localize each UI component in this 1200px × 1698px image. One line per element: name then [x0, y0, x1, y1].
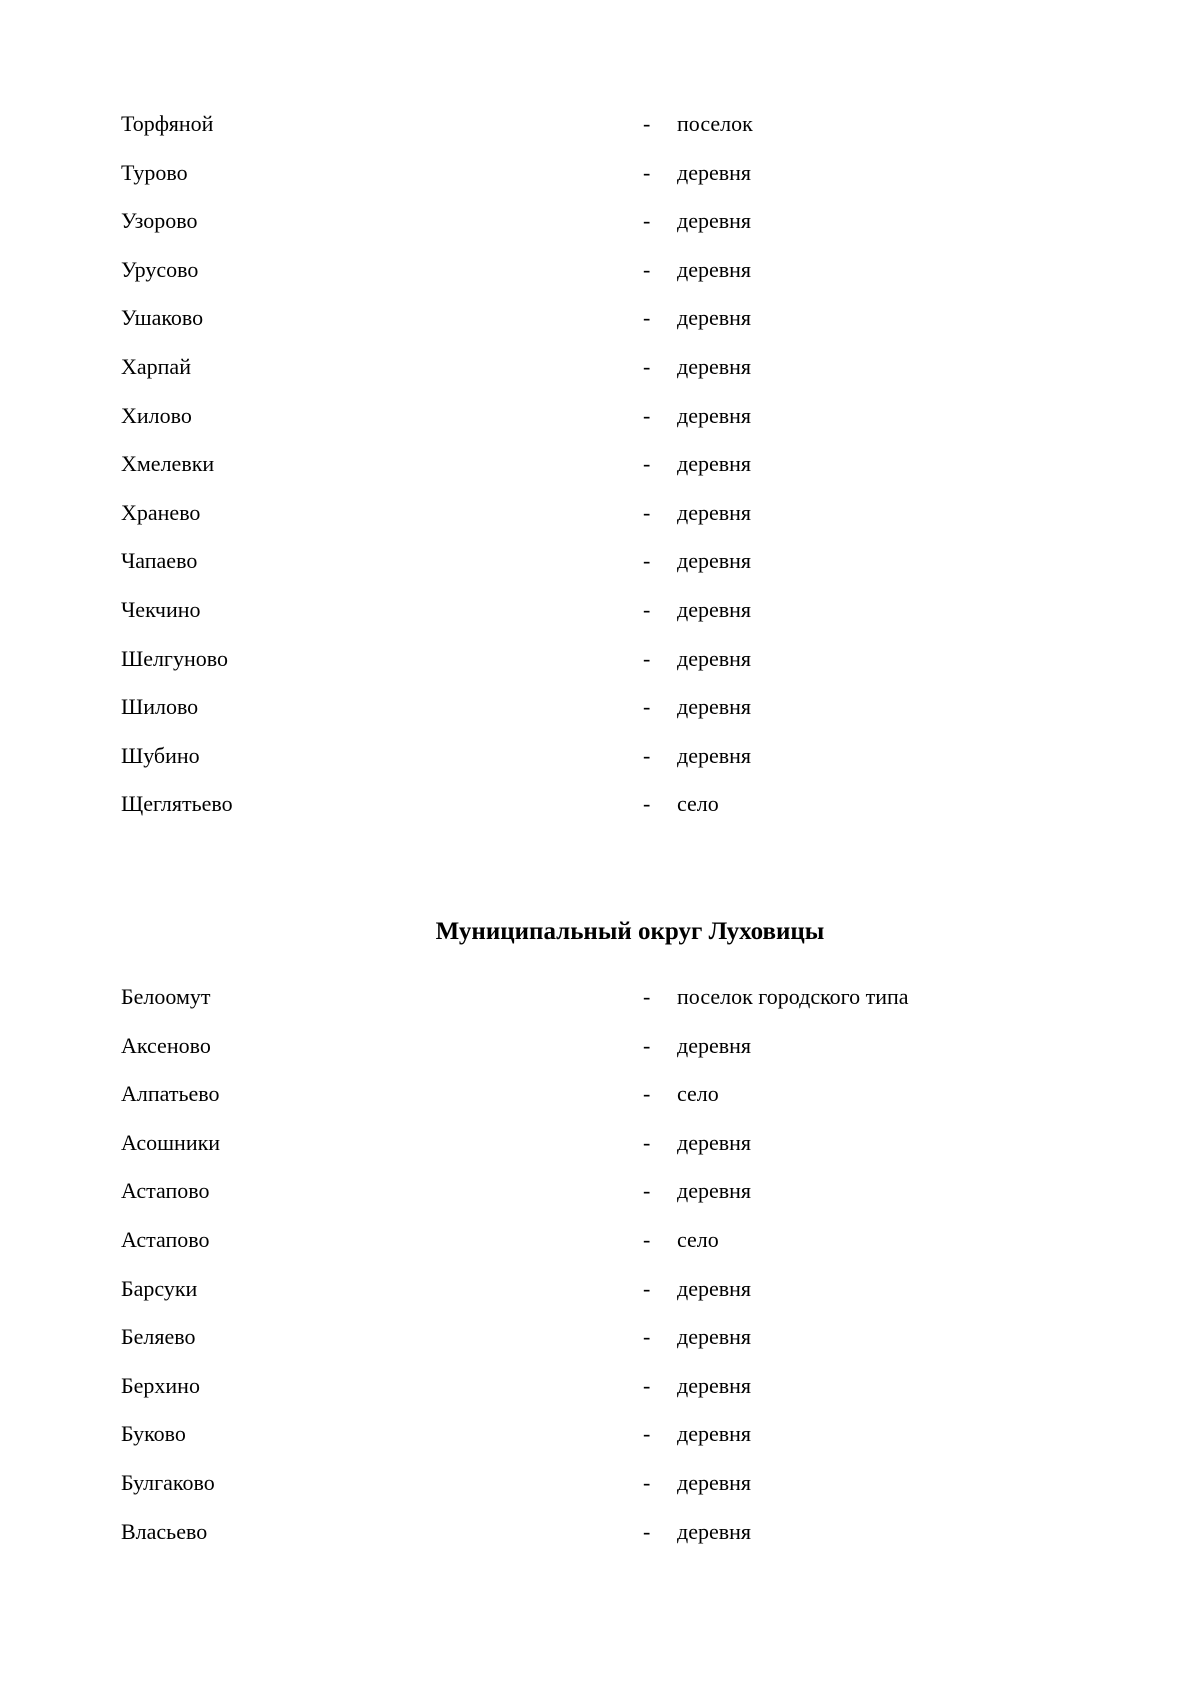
settlement-type: деревня	[677, 499, 752, 525]
settlement-name: Чекчино	[121, 596, 201, 622]
settlement-name: Торфяной	[121, 111, 214, 136]
settlement-type: деревня	[677, 402, 752, 428]
list-item	[121, 402, 1081, 451]
settlement-type: деревня	[677, 256, 752, 282]
settlement-name: Астапово	[121, 1178, 210, 1204]
settlement-name: Алпатьево	[121, 1081, 220, 1107]
settlement-type: деревня	[677, 1275, 752, 1301]
settlement-name: Берхино	[121, 1372, 200, 1398]
list-item	[121, 353, 1081, 402]
list-item	[121, 645, 1081, 694]
list-item	[121, 450, 1081, 499]
settlement-type: деревня	[677, 596, 752, 622]
separator-dash: -	[643, 984, 651, 1009]
separator-dash: -	[643, 1129, 651, 1155]
settlement-name: Барсуки	[121, 1275, 198, 1301]
separator-dash: -	[643, 1178, 651, 1204]
list-item	[121, 1226, 1081, 1275]
settlement-type: деревня	[677, 1421, 752, 1447]
settlement-type: деревня	[677, 1469, 752, 1495]
settlement-name: Астапово	[121, 1226, 210, 1252]
settlement-type: деревня	[677, 1324, 752, 1350]
separator-dash: -	[643, 1469, 651, 1495]
separator-dash: -	[643, 256, 651, 282]
settlement-type: деревня	[677, 1129, 752, 1155]
settlement-name: Белоомут	[121, 984, 211, 1009]
settlement-name: Щеглятьево	[121, 791, 233, 817]
settlement-type: деревня	[677, 208, 752, 234]
settlement-name: Шелгуново	[121, 645, 228, 671]
list-item	[121, 1372, 1081, 1421]
list-item	[121, 207, 1081, 256]
list-item	[121, 790, 1081, 839]
settlement-type: село	[677, 1226, 719, 1252]
list-item	[121, 693, 1081, 742]
settlement-name: Урусово	[121, 256, 199, 282]
settlement-name: Ушаково	[121, 305, 204, 331]
list-item	[121, 1129, 1081, 1178]
separator-dash: -	[643, 1081, 651, 1107]
separator-dash: -	[643, 791, 651, 817]
settlement-type: деревня	[677, 694, 752, 720]
settlement-type: деревня	[677, 1518, 752, 1544]
settlement-name: Шилово	[121, 694, 199, 720]
separator-dash: -	[643, 208, 651, 234]
separator-dash: -	[643, 1421, 651, 1447]
settlement-name: Турово	[121, 159, 188, 185]
separator-dash: -	[643, 499, 651, 525]
list-item	[121, 547, 1081, 596]
separator-dash: -	[643, 1324, 651, 1350]
settlement-type: деревня	[677, 742, 752, 768]
settlement-list-top	[121, 110, 1081, 839]
settlement-type: деревня	[677, 159, 752, 185]
settlement-name: Асошники	[121, 1129, 221, 1155]
separator-dash: -	[643, 402, 651, 428]
list-item	[121, 499, 1081, 548]
list-item	[121, 1275, 1081, 1324]
settlement-name: Хмелевки	[121, 451, 215, 477]
settlement-type: деревня	[677, 451, 752, 477]
separator-dash: -	[643, 159, 651, 185]
separator-dash: -	[643, 1275, 651, 1301]
settlement-type: деревня	[677, 1372, 752, 1398]
settlement-type: село	[677, 791, 719, 817]
settlement-name: Чапаево	[121, 548, 198, 574]
settlement-name: Харпай	[121, 353, 191, 379]
separator-dash: -	[643, 1372, 651, 1398]
settlement-name: Власьево	[121, 1518, 208, 1544]
settlement-type: деревня	[677, 548, 752, 574]
list-item	[121, 256, 1081, 305]
separator-dash: -	[643, 111, 651, 136]
settlement-name: Шубино	[121, 742, 200, 768]
list-item	[121, 983, 1081, 1032]
settlement-name: Булгаково	[121, 1469, 215, 1495]
list-item	[121, 1469, 1081, 1518]
list-item	[121, 742, 1081, 791]
section-title: Муниципальный округ Луховицы	[435, 918, 825, 945]
settlement-type: деревня	[677, 1032, 752, 1058]
separator-dash: -	[643, 596, 651, 622]
settlement-list-luhovitsy	[121, 983, 1081, 1566]
separator-dash: -	[643, 742, 651, 768]
settlement-type: деревня	[677, 353, 752, 379]
separator-dash: -	[643, 1226, 651, 1252]
settlement-name: Аксеново	[121, 1032, 211, 1058]
list-item	[121, 1420, 1081, 1469]
separator-dash: -	[643, 1518, 651, 1544]
settlement-type: деревня	[677, 1178, 752, 1204]
separator-dash: -	[643, 694, 651, 720]
list-item	[121, 1518, 1081, 1567]
list-item	[121, 304, 1081, 353]
separator-dash: -	[643, 451, 651, 477]
list-item	[121, 1323, 1081, 1372]
list-item	[121, 1032, 1081, 1081]
settlement-name: Хилово	[121, 402, 192, 428]
list-item	[121, 1080, 1081, 1129]
separator-dash: -	[643, 548, 651, 574]
settlement-name: Буково	[121, 1421, 186, 1447]
list-item	[121, 159, 1081, 208]
settlement-name: Узорово	[121, 208, 198, 234]
settlement-type: деревня	[677, 305, 752, 331]
list-item	[121, 1177, 1081, 1226]
settlement-type: деревня	[677, 645, 752, 671]
separator-dash: -	[643, 645, 651, 671]
separator-dash: -	[643, 1032, 651, 1058]
settlement-type: поселок городского типа	[677, 984, 909, 1009]
separator-dash: -	[643, 353, 651, 379]
list-item	[121, 596, 1081, 645]
list-item	[121, 110, 1081, 159]
separator-dash: -	[643, 305, 651, 331]
settlement-name: Беляево	[121, 1324, 196, 1350]
settlement-name: Хранево	[121, 499, 201, 525]
settlement-type: село	[677, 1081, 719, 1107]
settlement-type: поселок	[677, 111, 753, 136]
